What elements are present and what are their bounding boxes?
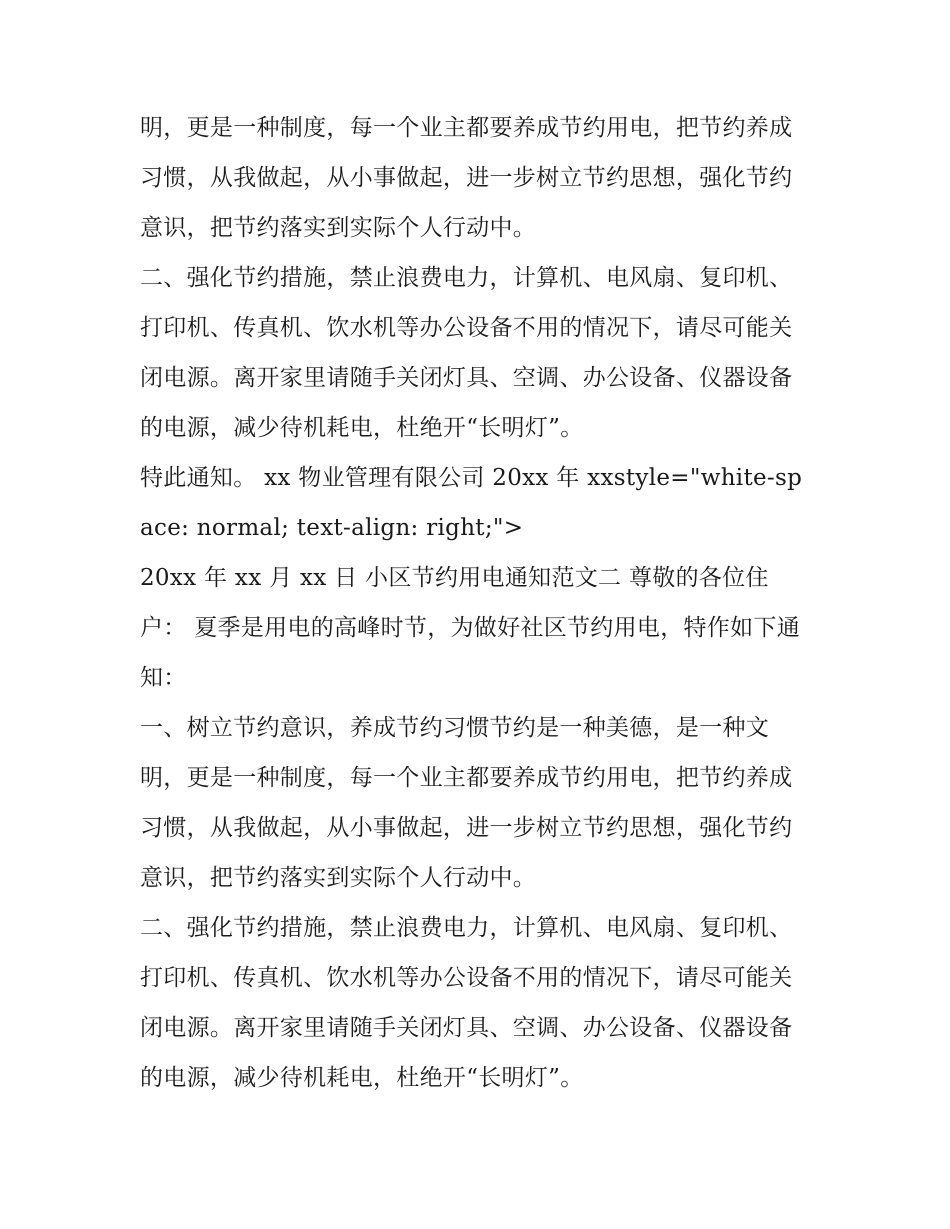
paragraph-date-and-intro: 20xx 年 xx 月 xx 日 小区节约用电通知范文二 尊敬的各位住户： 夏季是用电的高峰时节，为做好社区节约用电，特作如下通知： (140, 565, 801, 691)
document-body (140, 103, 814, 1103)
paragraph-continuation: 明，更是一种制度，每一个业主都要养成节约用电，把节约养成习惯，从我做起，从小事做起，进一步树立节约思想，强化节约意识，把节约落实到实际个人行动中。 (140, 115, 793, 241)
paragraph-measures: 二、强化节约措施，禁止浪费电力，计算机、电风扇、复印机、打印机、传真机、饮水机等办公设备不用的情况下，请尽可能关闭电源。离开家里请随手关闭灯具、空调、办公设备、仪器设备的电源，减少待机耗电，杜绝开“长明灯”。 (140, 265, 793, 441)
paragraph-measures-repeat: 二、强化节约措施，禁止浪费电力，计算机、电风扇、复印机、打印机、传真机、饮水机等办公设备不用的情况下，请尽可能关闭电源。离开家里请随手关闭灯具、空调、办公设备、仪器设备的电源，减少待机耗电，杜绝开“长明灯”。 (140, 915, 793, 1091)
paragraph-notice-signature: 特此通知。 xx 物业管理有限公司 20xx 年 xxstyle="white-space: normal; text-align: right;"> (140, 465, 803, 541)
paragraph-awareness: 一、树立节约意识，养成节约习惯节约是一种美德，是一种文明，更是一种制度，每一个业主都要养成节约用电，把节约养成习惯，从我做起，从小事做起，进一步树立节约思想，强化节约意识，把节约落实到实际个人行动中。 (140, 715, 793, 891)
